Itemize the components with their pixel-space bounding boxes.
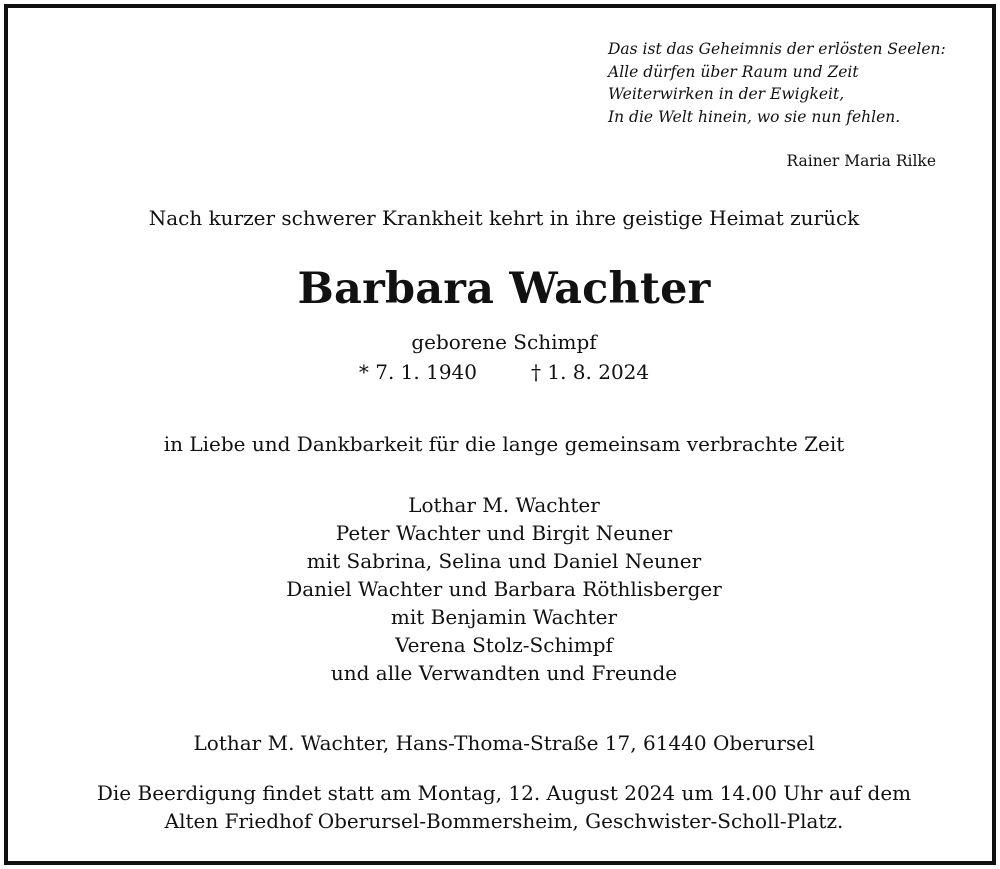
poem-line: Weiterwirken in der Ewigkeit, [608, 85, 845, 104]
birth-name: geborene Schimpf [411, 330, 597, 354]
funeral-line: Alten Friedhof Oberursel-Bommersheim, Geschwister-Scholl-Platz. [164, 809, 844, 833]
life-dates [8, 360, 1000, 384]
birth-date: * 7. 1. 1940 [358, 360, 477, 384]
mourners-list [8, 491, 1000, 687]
mourner-line: Peter Wachter und Birgit Neuner [335, 521, 673, 545]
mourner-line: Lothar M. Wachter [408, 493, 600, 517]
poem-author: Rainer Maria Rilke [786, 152, 936, 170]
mourner-line: Daniel Wachter und Barbara Röthlisberger [286, 577, 722, 601]
contact-address: Lothar M. Wachter, Hans-Thoma-Straße 17, 61440 Oberursel [193, 731, 815, 755]
mourner-line: und alle Verwandten und Freunde [330, 661, 678, 685]
obituary-notice [4, 4, 996, 865]
poem-line: Das ist das Geheimnis der erlösten Seelen: [608, 40, 946, 58]
mourner-line: mit Benjamin Wachter [390, 605, 618, 629]
death-date: † 1. 8. 2024 [531, 360, 650, 384]
mourner-line: mit Sabrina, Selina und Daniel Neuner [306, 549, 702, 573]
gratitude-text: in Liebe und Dankbarkeit für die lange gemeinsam verbrachte Zeit [163, 432, 845, 456]
funeral-line: Die Beerdigung findet statt am Montag, 12. August 2024 um 14.00 Uhr auf dem [96, 781, 912, 805]
intro-text: Nach kurzer schwerer Krankheit kehrt in ihre geistige Heimat zurück [148, 206, 860, 230]
mourner-line: Verena Stolz-Schimpf [395, 633, 613, 657]
deceased-name: Barbara Wachter [297, 264, 711, 314]
poem-quote [608, 38, 968, 128]
poem-line: Alle dürfen über Raum und Zeit [608, 62, 859, 81]
funeral-info [8, 779, 1000, 835]
poem-line: In die Welt hinein, wo sie nun fehlen. [608, 107, 901, 126]
